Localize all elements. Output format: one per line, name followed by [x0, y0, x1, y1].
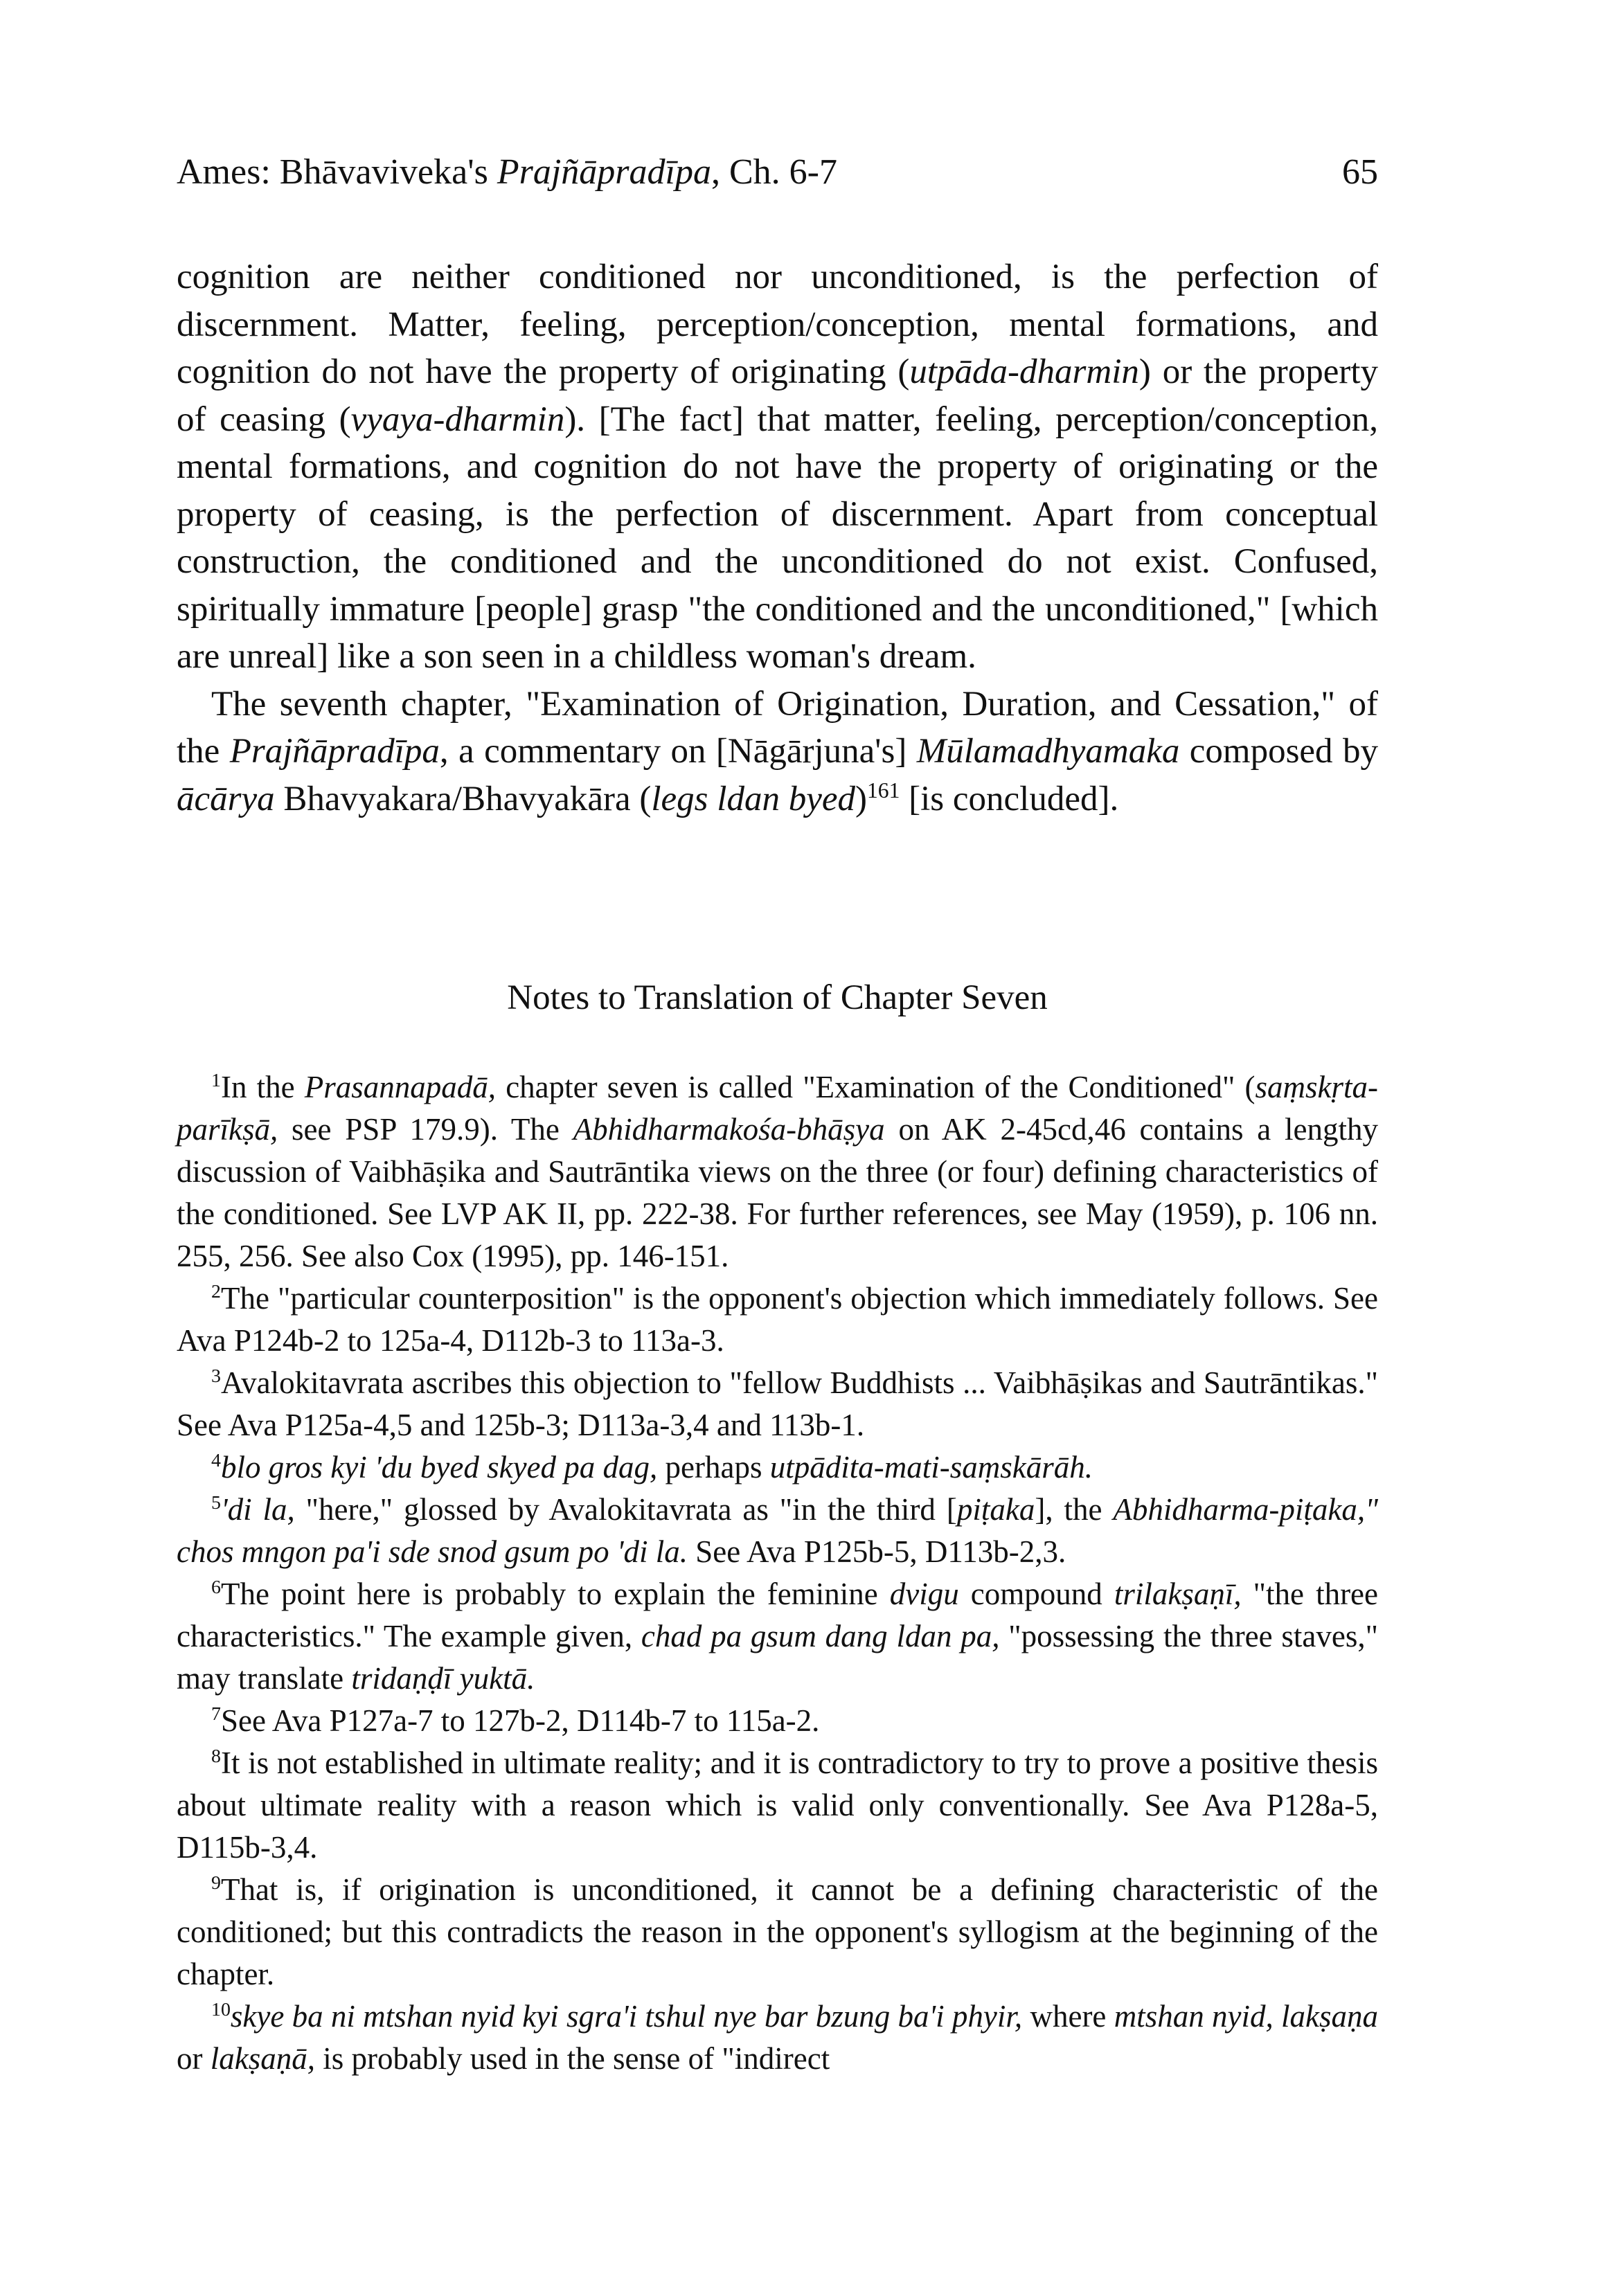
- text-span: perhaps: [657, 1450, 770, 1485]
- text-span: composed by: [1179, 732, 1378, 771]
- italic-term: tridaṇḍī yuktā.: [351, 1661, 535, 1696]
- text-span: The seventh chapter, "Examination of Origination, Duration, and Cessation," of the: [177, 684, 1378, 771]
- note-number: 9: [211, 1872, 221, 1894]
- italic-term: utpāda-dharmin: [909, 352, 1139, 391]
- note-8: [177, 1742, 1378, 1869]
- text-span: or: [177, 2041, 211, 2076]
- page-header: [177, 148, 1378, 197]
- italic-term: Abhidharmakośa-bhāṣya: [573, 1112, 885, 1147]
- text-span: See Ava P127a-7 to 127b-2, D114b-7 to 115a-2.: [220, 1703, 820, 1738]
- note-2: [177, 1277, 1378, 1362]
- note-number: 10: [211, 1999, 231, 2020]
- note-7: [177, 1700, 1378, 1742]
- italic-term: Prajñāpradīpa: [229, 732, 440, 771]
- text-span: chapter seven is called "Examination of the Conditioned" (: [496, 1070, 1256, 1104]
- footnote-ref-161: 161: [866, 778, 900, 802]
- text-span: see PSP 179.9). The: [278, 1112, 573, 1147]
- italic-term: Abhidharma-piṭaka," chos mngon pa'i sde snod gsum po 'di la.: [177, 1492, 1379, 1569]
- body-paragraph-1: [177, 253, 1378, 681]
- italic-term: blo gros kyi 'du byed skyed pa dag,: [220, 1450, 658, 1485]
- italic-term: utpādita-mati-saṃskārāh.: [769, 1450, 1093, 1485]
- notes-list: [177, 1066, 1378, 2080]
- note-5: [177, 1489, 1378, 1573]
- text-span: cognition are neither conditioned nor unconditioned, is the perfection of discernment. Matter, feeling, perception/conception, mental formations, and cognition do not have the property of originating (: [177, 258, 1378, 391]
- italic-term: trilakṣaṇī,: [1114, 1577, 1242, 1611]
- running-head-author: Ames: Bhāvaviveka's: [177, 152, 497, 192]
- italic-term: skye ba ni mtshan nyid kyi sgra'i tshul nye bar bzung ba'i phyir,: [230, 1999, 1023, 2034]
- running-head: [177, 148, 837, 197]
- text-span: where: [1022, 1999, 1114, 2034]
- note-number: 5: [211, 1492, 221, 1514]
- note-1: [177, 1066, 1378, 1277]
- italic-term: Mūlamadhyamaka: [916, 732, 1180, 771]
- running-head-work: Prajñāpradīpa: [497, 152, 711, 192]
- text-span: on AK 2-45cd,46 contains a lengthy discussion of Vaibhāṣika and Sautrāntika views on the three (or four) defining characteristics of the conditioned. See LVP AK II, pp. 222-38. For further references, see May (1959), p. 106 nn. 255, 256. See also Cox (1995), pp. 146-151.: [177, 1112, 1378, 1273]
- note-number: 1: [211, 1070, 221, 1091]
- text-span: Bhavyakara/Bhavyakāra (: [274, 779, 652, 818]
- italic-term: dvigu: [889, 1577, 959, 1611]
- text-span: That is, if origination is unconditioned, it cannot be a defining characteristic of the conditioned; but this contradicts the reason in the opponent's syllogism at the beginning of the chapter.: [177, 1872, 1378, 1991]
- text-span: ). [The fact] that matter, feeling, perception/conception, mental formations, and cognition do not have the property of originating or the property of ceasing, is the perfection of discernment. Apart from conceptual construction, the conditioned and the unconditioned do not exist. Confused, spiritually immature [people] grasp "the conditioned and the unconditioned," [which are unreal] like a son seen in a childless woman's dream.: [177, 400, 1378, 676]
- text-span: In the: [220, 1070, 305, 1104]
- italic-term: saṃskṛta-parīkṣā,: [177, 1070, 1378, 1147]
- italic-term: chad pa gsum dang ldan pa,: [641, 1619, 1000, 1653]
- text-span: , a commentary on [Nāgārjuna's]: [439, 732, 917, 771]
- italic-term: lakṣaṇā,: [210, 2041, 315, 2076]
- italic-term: 'di la,: [220, 1492, 295, 1527]
- italic-term: mtshan nyid, lakṣaṇa: [1114, 1999, 1378, 2034]
- note-9: [177, 1869, 1378, 1995]
- italic-term: vyaya-dharmin: [350, 400, 565, 439]
- text-span: It is not established in ultimate reality; and it is contradictory to try to prove a positive thesis about ultimate reality with a reason which is valid only conventionally. See Ava P128a-5, D115b-3,4.: [177, 1746, 1378, 1865]
- note-number: 7: [211, 1703, 221, 1725]
- note-6: [177, 1573, 1378, 1700]
- section-title: Notes to Translation of Chapter Seven: [507, 978, 1048, 1017]
- italic-term: legs ldan byed: [651, 779, 855, 818]
- text-span: See Ava P125b-5, D113b-2,3.: [688, 1534, 1066, 1569]
- text-span: The point here is probably to explain the feminine: [220, 1577, 890, 1611]
- note-number: 2: [211, 1281, 221, 1302]
- note-number: 6: [211, 1577, 221, 1598]
- text-span: compound: [958, 1577, 1114, 1611]
- note-number: 4: [211, 1450, 221, 1471]
- italic-term: piṭaka: [956, 1492, 1035, 1527]
- body-paragraph-2: [177, 681, 1378, 823]
- italic-term: ācārya: [177, 779, 275, 818]
- italic-term: Prasannapadā,: [304, 1070, 497, 1104]
- text-span: ): [855, 779, 867, 818]
- note-4: [177, 1446, 1378, 1489]
- note-3: [177, 1362, 1378, 1446]
- text-span: ) or the property of ceasing (: [177, 352, 1378, 439]
- text-span: The "particular counterposition" is the opponent's objection which immediately follows. See Ava P124b-2 to 125a-4, D112b-3 to 113a-3.: [177, 1281, 1378, 1358]
- text-span: Avalokitavrata ascribes this objection to "fellow Buddhists ... Vaibhāṣikas and Sautrāntikas." See Ava P125a-4,5 and 125b-3; D113a-3,4 and 113b-1.: [177, 1365, 1378, 1442]
- note-10: [177, 1995, 1378, 2080]
- note-number: 3: [211, 1365, 221, 1387]
- text-span: is probably used in the sense of "indirect: [315, 2041, 830, 2076]
- text-span: ], the: [1035, 1492, 1114, 1527]
- body-text: [177, 253, 1378, 823]
- text-span: "the three characteristics." The example given,: [177, 1577, 1379, 1653]
- text-span: "here," glossed by Avalokitavrata as "in the third [: [294, 1492, 957, 1527]
- running-head-chapters: , Ch. 6-7: [711, 152, 837, 192]
- note-number: 8: [211, 1746, 221, 1767]
- text-span: [is concluded].: [900, 779, 1119, 818]
- text-span: "possessing the three staves," may translate: [177, 1619, 1378, 1696]
- page-number: 65: [1342, 152, 1378, 192]
